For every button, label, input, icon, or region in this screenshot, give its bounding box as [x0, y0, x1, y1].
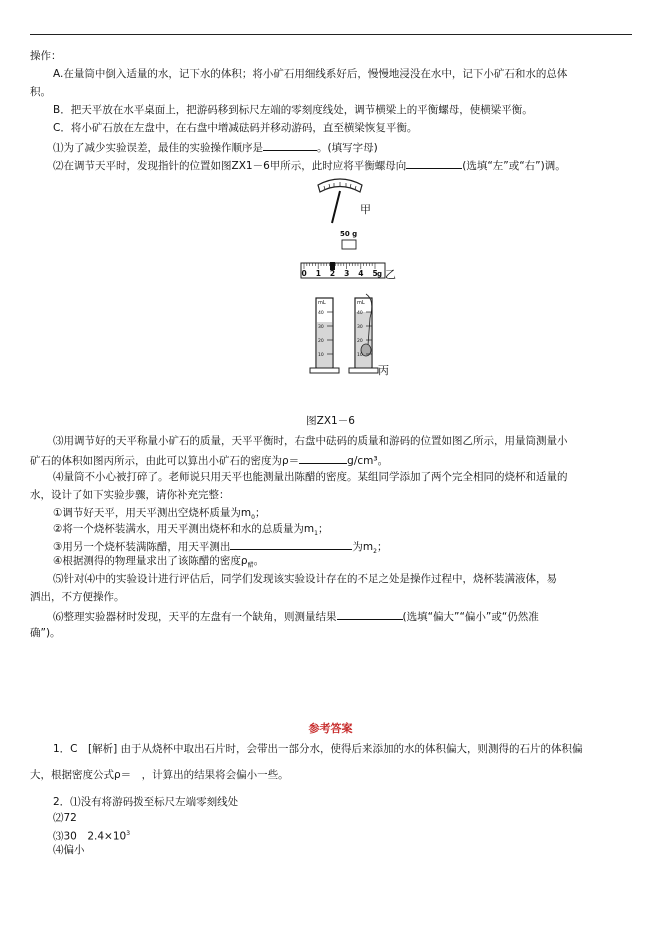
pointer-scale-diagram	[318, 179, 371, 223]
question-3-unit: g/cm³。	[347, 455, 389, 467]
step2-text: ②将一个烧杯装满水，用天平测出烧杯和水的总质量为m	[53, 523, 315, 535]
cylinder-mark-label: 20	[357, 339, 363, 344]
operation-heading: 操作：	[30, 50, 62, 62]
weight-and-ruler-diagram	[301, 230, 396, 281]
step-c: C．将小矿石放在左盘中，在右盘中增减砝码并移动游码，直至横梁恢复平衡。	[53, 122, 418, 134]
question-2-hint: (选填“左”或“右”)调。	[462, 160, 566, 172]
figure-caption: 图ZX1－6	[306, 415, 355, 427]
step1-end: ；	[254, 507, 266, 519]
answer-2-1: 2．⑴没有将游码拨至标尺左端零刻线处	[53, 796, 239, 808]
step2-end: ；	[317, 523, 329, 535]
step4-sub: 醋	[247, 562, 254, 570]
cylinder-mark-label: 40	[318, 311, 324, 316]
question-3-text: 矿石的体积如图丙所示，由此可以算出小矿石的密度为ρ＝	[30, 455, 300, 467]
answer-2-3-text: ⑶30 2.4×10	[53, 830, 127, 843]
answer-blank-5[interactable]	[337, 608, 403, 620]
question-5-line2: 洒出，不方便操作。	[30, 591, 125, 603]
answer-2-3-sup: 3	[126, 830, 131, 837]
question-6-line2: 确”)。	[30, 627, 61, 639]
step-b: B．把天平放在水平桌面上，把游码移到标尺左端的零刻度线处，调节横梁上的平衡螺母，使横梁平衡。	[53, 104, 533, 116]
cylinder-mark-label: 40	[357, 311, 363, 316]
question-2-text: ⑵在调节天平时，发现指针的位置如图ZX1－6甲所示，此时应将平衡螺母向	[53, 160, 407, 172]
question-3-line1: ⑶用调节好的天平称量小矿石的质量，天平平衡时，右盘中砝码的质量和游码的位置如图乙所示，用量筒测量小	[53, 435, 568, 447]
question-4-step4	[53, 554, 264, 573]
step1-sub: 0	[251, 514, 255, 522]
step3-text: ③用另一个烧杯装满陈醋，用天平测出	[53, 541, 231, 553]
answer-blank-4[interactable]	[230, 538, 352, 550]
cylinder-right-unit: mL	[357, 300, 365, 306]
cylinders-diagram	[310, 294, 389, 377]
step2-sub: 1	[314, 530, 318, 538]
cylinder-mark-label: 10	[318, 353, 324, 358]
question-3-line2	[30, 452, 388, 468]
ruler-tick-label: 1	[315, 269, 321, 278]
cylinder-right	[349, 294, 378, 373]
question-5-line1: ⑸针对⑷中的实验设计进行评估后，同学们发现该实验设计存在的不足之处是操作过程中，烧杯装满液体，易	[53, 573, 557, 585]
question-4-line1: ⑷量筒不小心被打碎了。老师说只用天平也能测量出陈醋的密度。某组同学添加了两个完全相同的烧杯和适量的	[53, 471, 568, 483]
answer-2-4: ⑷偏小	[53, 844, 85, 856]
figure-zx1-6	[0, 0, 661, 400]
question-6-text: ⑹整理实验器材时发现，天平的左盘有一个缺角，则测量结果	[53, 611, 337, 623]
cylinder-mark-label: 30	[318, 325, 324, 330]
ruler-tick-label: 2	[329, 269, 336, 278]
step3-mid: 为m	[352, 541, 374, 553]
ruler-tick-label: 3	[344, 269, 350, 278]
answer-blank-3[interactable]	[299, 452, 347, 464]
step4-end: 。	[253, 555, 265, 567]
question-1-hint: 。(填写字母)	[317, 142, 378, 154]
answer-1-line2: 大，根据密度公式ρ＝ ，计算出的结果将会偏小一些。	[30, 769, 289, 781]
step1-text: ①调节好天平，用天平测出空烧杯质量为m	[53, 507, 252, 519]
figure-label-bing: 丙	[378, 364, 389, 377]
cylinder-mark-label: 30	[357, 325, 363, 330]
question-6-hint: (选填“偏大”“偏小”或“仍然准	[402, 611, 539, 623]
answers-title: 参考答案	[308, 722, 353, 735]
step-a-line2: 积。	[30, 86, 51, 98]
ruler-tick-label: 0	[301, 269, 307, 278]
ruler-tick-label: 4	[358, 269, 364, 278]
weight-label: 50 g	[340, 230, 358, 238]
cylinder-left	[310, 298, 339, 373]
ruler-unit: g	[377, 270, 383, 278]
figure-label-yi: 乙	[385, 268, 396, 281]
question-1-text: ⑴为了减少实验误差，最佳的实验操作顺序是	[53, 142, 263, 154]
answer-2-2: ⑵72	[53, 812, 77, 824]
cylinder-left-unit: mL	[318, 300, 326, 306]
answer-1-line1: 1．C [解析] 由于从烧杯中取出石片时，会带出一部分水，使得后来添加的水的体积偏大，则测得的石片的体积偏	[53, 743, 583, 755]
step-a-line1: A.在量筒中倒入适量的水，记下水的体积；将小矿石用细线系好后，慢慢地浸没在水中，记下小矿石和水的总体	[53, 68, 568, 80]
question-4-line2: 水，设计了如下实验步骤，请你补充完整：	[30, 489, 230, 501]
answer-2-3	[53, 827, 130, 844]
cylinder-mark-label: 10	[357, 353, 363, 358]
pointer-needle	[332, 191, 340, 223]
step3-end: ；	[376, 541, 388, 553]
question-6-line1	[53, 608, 539, 624]
step3-sub: 2	[373, 548, 377, 556]
weight-block	[342, 240, 356, 249]
step4-text: ④根据测得的物理量求出了该陈醋的密度ρ	[53, 555, 248, 567]
ruler-tick-label: 5	[372, 269, 378, 278]
cylinder-mark-label: 20	[318, 339, 324, 344]
figure-label-jia: 甲	[360, 203, 371, 216]
